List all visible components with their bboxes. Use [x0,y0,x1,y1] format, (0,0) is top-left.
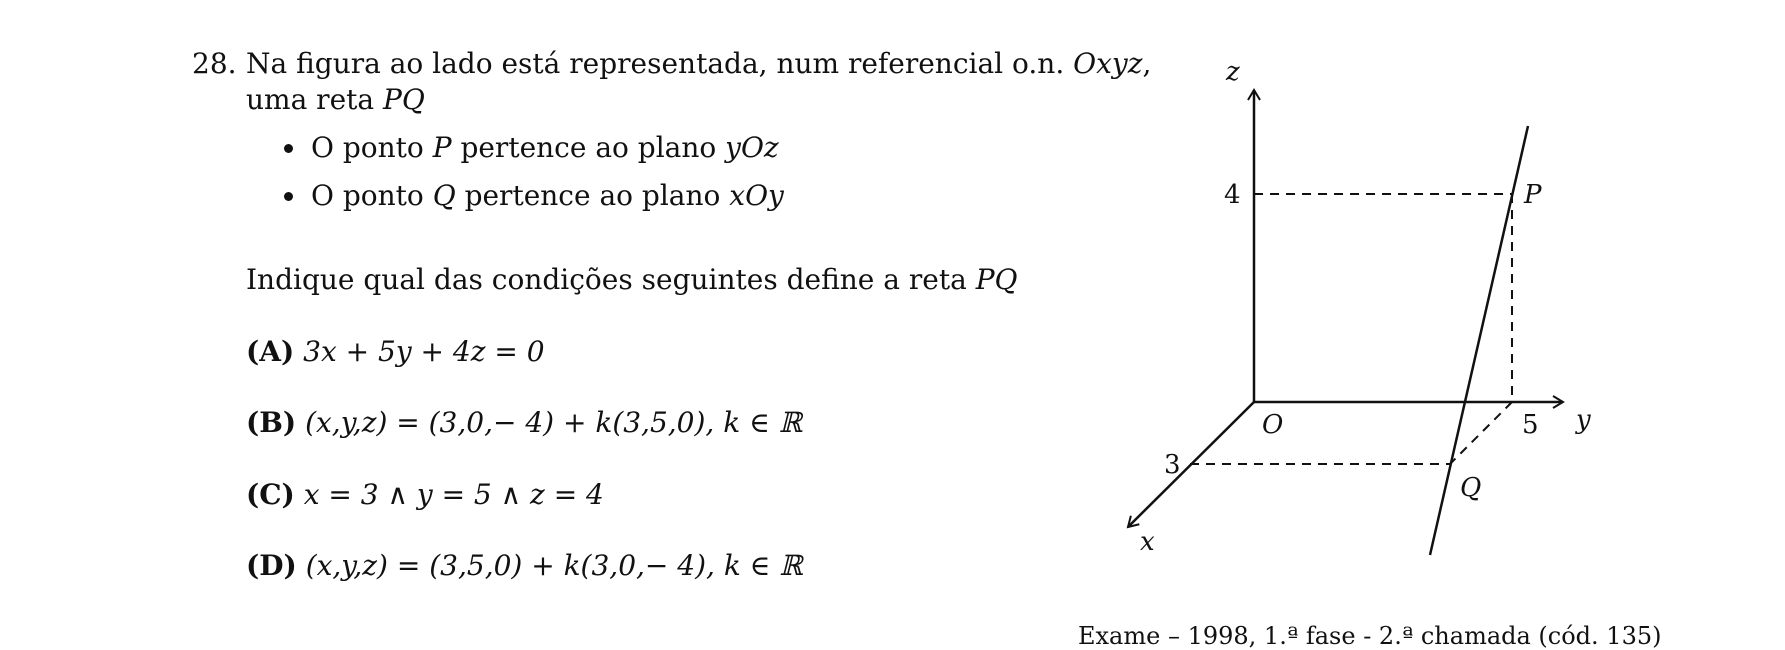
bullet-text: O ponto [311,131,424,164]
option-text: (x,y,z) = (3,5,0) + k(3,0,− 4), k ∈ ℝ [305,549,803,582]
option-label: (D) [246,549,297,582]
option-label: (C) [246,478,295,511]
point-p-label: P [1524,180,1542,210]
frame-name: Oxyz [1073,47,1143,80]
source-caption: Exame – 1998, 1.ª fase - 2.ª chamada (cód. 135) [1078,622,1662,650]
option-text: 3x + 5y + 4z = 0 [303,335,545,368]
line-name: PQ [382,83,425,116]
point-name: P [432,131,452,164]
origin-label: O [1262,410,1284,440]
option-text: x = 3 ∧ y = 5 ∧ z = 4 [303,478,604,511]
line-name: PQ [975,263,1018,296]
bullet-text: pertence ao plano [464,179,721,212]
axis-z-label: z [1226,57,1240,87]
bullet-text: O ponto [311,179,424,212]
tick-y-label: 5 [1522,410,1539,440]
option-label: (A) [246,335,295,368]
question-number: 28. [192,47,237,80]
option-label: (B) [246,406,297,439]
intro-comma: , [1142,47,1152,80]
plane-name: xOy [729,179,784,212]
tick-z-label: 4 [1224,180,1241,210]
intro-text-2: uma reta [246,83,375,116]
axis-y-label: y [1576,405,1591,435]
bullet-text: pertence ao plano [460,131,717,164]
point-q-label: Q [1460,473,1482,503]
plane-name: yOz [725,131,779,164]
option-text: (x,y,z) = (3,0,− 4) + k(3,5,0), k ∈ ℝ [305,406,802,439]
intro-text: Na figura ao lado está representada, num referencial o.n. [246,47,1065,80]
dash-y5-to-q [1450,402,1512,464]
prompt-text: Indique qual das condições seguintes define a reta [246,263,967,296]
point-name: Q [432,179,456,212]
tick-x-label: 3 [1164,450,1181,480]
axis-x-label: x [1140,527,1155,557]
